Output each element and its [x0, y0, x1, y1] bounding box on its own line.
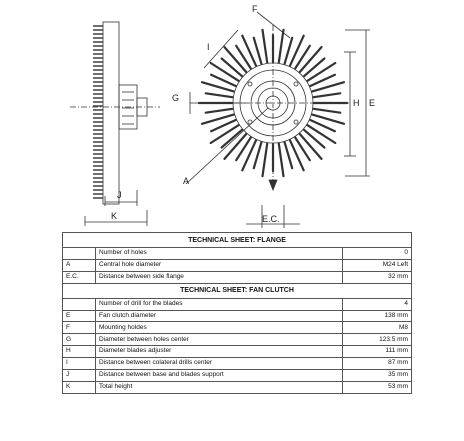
cooling-fin: [254, 142, 262, 168]
spec-table: [62, 232, 412, 394]
label-ec: E.C.: [262, 214, 280, 224]
cooling-fin: [279, 144, 284, 177]
row-code: [63, 248, 96, 260]
label-j: J: [117, 190, 122, 200]
row-value: 138 mm: [343, 310, 412, 322]
row-code: H: [63, 346, 96, 358]
side-view: [70, 22, 160, 226]
label-k: K: [111, 211, 118, 221]
row-value: M8: [343, 322, 412, 334]
cooling-fin: [304, 130, 324, 148]
row-value: M24 Left: [343, 259, 412, 271]
cooling-fin: [222, 130, 242, 148]
cooling-fin: [206, 93, 233, 97]
table-row: [63, 381, 412, 393]
cooling-fin: [285, 142, 293, 168]
table-row: [63, 322, 412, 334]
row-label: Diameter blades adjuster: [96, 346, 343, 358]
cooling-fin: [254, 38, 262, 64]
table-row: [63, 310, 412, 322]
row-label: Distance between side flange: [96, 271, 343, 283]
table-row: [63, 271, 412, 283]
row-value: 111 mm: [343, 346, 412, 358]
table-row: [63, 259, 412, 271]
cooling-fin: [211, 63, 239, 81]
label-a: A: [183, 176, 190, 186]
table-row: [63, 334, 412, 346]
cooling-fin: [308, 63, 336, 81]
table-row: [63, 298, 412, 310]
mounting-hole: [294, 82, 298, 86]
row-code: [63, 298, 96, 310]
cooling-fin: [225, 47, 247, 72]
label-h: H: [353, 98, 360, 108]
cooling-fin: [211, 125, 239, 143]
side-view-body: [103, 22, 119, 204]
cooling-fin: [300, 47, 322, 72]
row-code: F: [63, 322, 96, 334]
label-e: E: [369, 98, 376, 108]
row-code: G: [63, 334, 96, 346]
row-value: 35 mm: [343, 370, 412, 382]
cooling-fin: [222, 59, 242, 77]
side-view-fins: [93, 26, 103, 198]
mounting-hole: [294, 120, 298, 124]
mounting-hole: [248, 82, 252, 86]
row-value: 32 mm: [343, 271, 412, 283]
row-label: Number of holes: [96, 248, 343, 260]
row-code: J: [63, 370, 96, 382]
row-value: 53 mm: [343, 381, 412, 393]
cooling-fin: [279, 30, 284, 63]
row-label: Diameter between holes center: [96, 334, 343, 346]
row-code: A: [63, 259, 96, 271]
row-code: E.C.: [63, 271, 96, 283]
row-label: Distance between colateral drills center: [96, 358, 343, 370]
row-label: Central hole diameter: [96, 259, 343, 271]
row-value: 123.5 mm: [343, 334, 412, 346]
label-g: G: [172, 93, 180, 103]
cooling-fin: [314, 109, 341, 113]
table-row: [63, 248, 412, 260]
cooling-fin: [300, 134, 322, 159]
flange-title: TECHNICAL SHEET: FLANGE: [63, 233, 412, 248]
cooling-fin: [308, 125, 336, 143]
label-i: I: [207, 42, 210, 52]
row-value: 4: [343, 298, 412, 310]
row-code: I: [63, 358, 96, 370]
cooling-fin: [263, 144, 268, 177]
row-label: Distance between base and blades support: [96, 370, 343, 382]
table-row: [63, 358, 412, 370]
cooling-fin: [263, 30, 268, 63]
row-label: Number of drill for the blades: [96, 298, 343, 310]
fan-clutch-title-row: [63, 283, 412, 298]
label-f: F: [252, 4, 258, 14]
fan-clutch-title: TECHNICAL SHEET: FAN CLUTCH: [63, 283, 412, 298]
row-label: Fan clutch diameter: [96, 310, 343, 322]
row-code: K: [63, 381, 96, 393]
row-value: 87 mm: [343, 358, 412, 370]
cooling-fin: [285, 38, 293, 64]
cooling-fin: [314, 93, 341, 97]
row-label: Total height: [96, 381, 343, 393]
front-view: [186, 12, 370, 228]
flange-title-row: [63, 233, 412, 248]
row-code: E: [63, 310, 96, 322]
table-row: [63, 370, 412, 382]
table-row: [63, 346, 412, 358]
row-value: 0: [343, 248, 412, 260]
cooling-fin: [304, 59, 324, 77]
cooling-fin: [206, 109, 233, 113]
row-label: Mounting holdes: [96, 322, 343, 334]
